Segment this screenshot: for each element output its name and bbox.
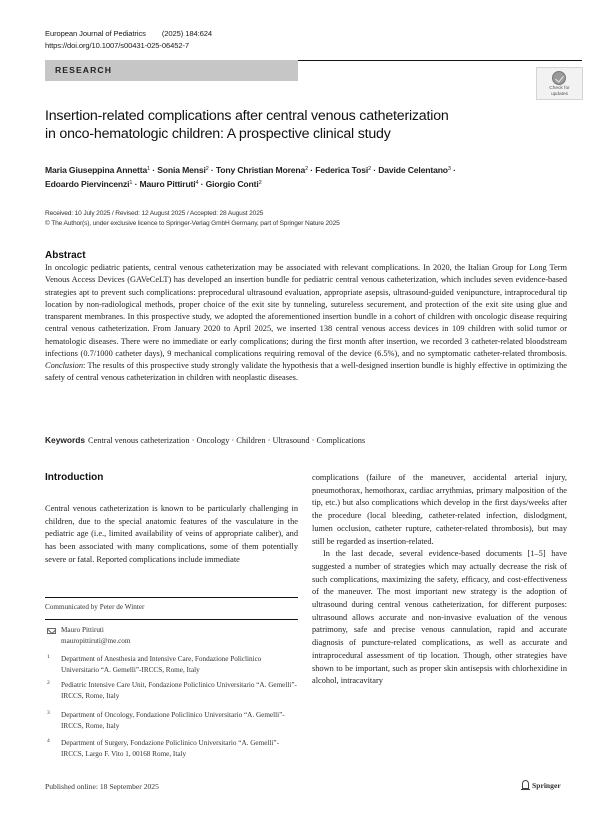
author[interactable]: Tony Christian Morena$^2$ [215, 165, 309, 175]
author[interactable]: Mauro Pittiruti$^4$ [139, 179, 199, 189]
title-line2: in onco-hematologic children: A prospective clinical study [45, 125, 391, 142]
title-line1: Insertion-related complications after central venous catheterization [45, 108, 449, 124]
introduction-right-column [312, 472, 567, 688]
author[interactable]: Giorgio Conti$^2$ [205, 179, 262, 189]
paragraph: In the last decade, several evidence-based documents [1–5] have suggested a number of strategies which may actually decrease the risk of such complications, maximizing the safety, efficacy, and cost-effectiveness of the maneuver. The most important new strategy is the adoption of ultrasound during central venous catheterization, for different purposes: ultrasound allows accurate and non-invasive evaluation of the venous patrimony, safe and precise venous cannulation, rapid and accurate diagnosis of puncture-related complications, as well as accurate and intraprocedural assessment of tip location. Though, other strategies have shown to be important, such as proper skin antisepsis with chlorhexidine in alcohol, intracavitary [312, 549, 567, 686]
conclusion-label: Conclusion [45, 361, 84, 370]
corresponding-email[interactable]: mauropittiruti@me.com [61, 636, 131, 645]
author[interactable]: Davide Celentano$^3$ [378, 165, 451, 175]
mail-icon [47, 628, 56, 634]
author[interactable]: Federica Tosi$^2$ [315, 165, 371, 175]
keywords-label: Keywords [45, 435, 86, 445]
article-title [45, 108, 525, 143]
keywords-list: Central venous catheterization · Oncology · Children · Ultrasound · Complications [88, 436, 366, 445]
author-list: Maria Giuseppina Annetta$^1$ · Sonia Mensi$^2$ · Tony Christian Morena$^2$ · Federica Tosi$^2$ · Davide Celentano$^3$ · Edoardo Piervincenzi$^1$ · Mauro Pittiruti$^4$ · Giorgio Conti$^2$ [45, 165, 456, 189]
article-dates [45, 209, 340, 229]
footnote-divider [45, 597, 298, 598]
corresponding-author [61, 625, 131, 646]
author[interactable]: Maria Giuseppina Annetta$^1$ [45, 165, 151, 175]
copyright-notice: © The Author(s), under exclusive licence to Springer-Verlag GmbH Germany, part of Springer Nature 2025 [45, 220, 340, 227]
corresponding-name: Mauro Pittiruti [61, 626, 104, 634]
journal-volume: (2025) 184:624 [161, 29, 212, 38]
check-for-updates-button[interactable] [536, 67, 583, 100]
springer-horse-icon [522, 780, 529, 789]
badge-line1: Check for [549, 86, 570, 91]
abstract-body: In oncologic pediatric patients, central venous catheterization may be associated with relevant complications. In 2020, the Italian Group for Long Term Venous Access Devices (GAVeCeLT) has developed an insertion bundle for pediatric central venous catheterization, which includes seven evidence-based strategies apt to prevent such complications: preprocedural ultrasound evaluation, appropriate asepsis, ultrasound-guided venipuncture, intraprocedural tip location by non-radiological methods, proper choice of the exit site by tunneling, sutureless securement, and protection of the exit site using glue and transparent membranes. In this prospective study, we adopted the aforementioned insertion bundle in a cohort of children with oncologic disease requiring central venous catheterization. From January 2020 to April 2025, we inserted 138 central venous access devices in 109 children with solid tumor or hematologic diseases. There were no immediate or early complications; during the first month after insertion, we recorded 3 catheter-related bloodstream infections (0.7/1000 catheter days), 9 mechanical complications requiring removal of the device (6.5%), and no symptomatic catheter-related thrombosis. Conclusion: The results of this prospective study strongly validate the hypothesis that a well-designed insertion bundle is highly effective in optimizing the safety of central venous catheterization in children with neoplastic diseases. [45, 263, 567, 383]
journal-name: European Journal of Pediatrics [45, 29, 146, 38]
article-type-bar [45, 60, 298, 81]
author[interactable]: Edoardo Piervincenzi$^1$ [45, 179, 133, 189]
check-for-updates-icon [552, 71, 566, 85]
introduction-heading: Introduction [45, 472, 104, 483]
footnote-divider [45, 619, 298, 620]
communicated-by: Communicated by Peter de Winter [45, 603, 145, 611]
abstract-heading: Abstract [45, 250, 86, 261]
publication-history: Received: 10 July 2025 / Revised: 12 August 2025 / Accepted: 28 August 2025 [45, 210, 264, 217]
author[interactable]: Sonia Mensi$^2$ [157, 165, 209, 175]
header-rule [298, 60, 582, 61]
journal-citation [45, 29, 212, 38]
introduction-left-column: Central venous catheterization is known to be particularly challenging in children, due to the special anatomic features of the vasculature in the pediatric age (i.e., limited availability of veins of appropriate caliber), and has been associated with many complications, some of them potentially severe or fatal. Reported complications include immediate [45, 504, 298, 564]
article-type-label: RESEARCH [55, 65, 113, 75]
badge-line2: updates [550, 91, 569, 97]
paragraph: complications (failure of the maneuver, accidental arterial injury, pneumothorax, hemothorax, cardiac arrythmias, primary malposition of the tip, etc.) but also complications which develop in the first days/weeks after the procedure (local bleeding, catheter-related infection, dislodgment, lumen occlusion, catheter rupture, catheter-related thrombosis), but may still be regarded as insertion-related. [312, 473, 567, 546]
doi-link[interactable]: https://doi.org/10.1007/s00431-025-06452-7 [45, 41, 189, 50]
springer-logo: Springer [522, 780, 561, 790]
keywords [45, 435, 567, 445]
published-online: Published online: 18 September 2025 [45, 782, 159, 791]
